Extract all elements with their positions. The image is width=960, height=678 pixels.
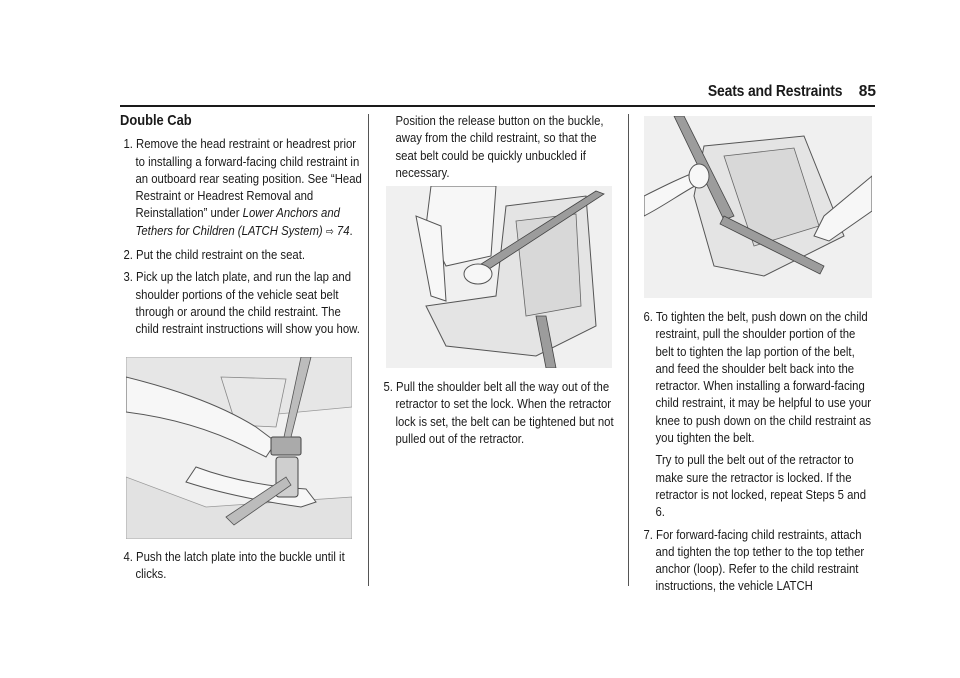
step-7: 7. For forward-facing child restraints, attach and tighten the top tether to the top tether anchor (loop). Refer to the child restraint instructions, the vehicle LATCH	[643, 526, 865, 594]
header-divider	[120, 105, 875, 107]
column-2-lower	[380, 378, 652, 452]
cross-reference-icon: ⇨	[325, 225, 334, 238]
column-2-text	[380, 112, 614, 181]
step-1: 1. Remove the head restraint or headrest prior to installing a forward-facing child restraint in an outboard rear seating position. See “Head Restraint or Headrest Removal and Reinstallation” under Lower Anchors and Tethers for Children (LATCH System) ⇨ 74.	[123, 136, 362, 238]
column-3-text	[640, 308, 874, 595]
step-4: 4. Push the latch plate into the buckle until it clicks.	[123, 549, 345, 582]
column-1	[120, 112, 402, 343]
latch-plate-illustration	[126, 357, 352, 539]
step-2: 2. Put the child restraint on the seat.	[123, 247, 306, 263]
step-6-note: Try to pull the belt out of the retractor to make sure the retractor is locked. If the retractor is not locked, repeat Steps 5 and 6.	[655, 452, 867, 520]
latch-link[interactable]: Lower Anchors and Tethers for Children (LATCH System)	[135, 205, 340, 238]
page-number: 85	[858, 83, 876, 100]
reference-page[interactable]: 74	[336, 222, 350, 238]
column-2	[380, 112, 652, 186]
shoulder-belt-illustration	[386, 186, 612, 368]
section-title: Seats and Restraints	[707, 83, 842, 100]
column-1-lower-text	[120, 548, 363, 583]
step-6: 6. To tighten the belt, push down on the child restraint, pull the shoulder portion of the belt to tighten the lap portion of the belt, and feed the shoulder belt back into the retractor. When installing a forward-facing child restraint, it may be helpful to use your knee to push down on the child restraint as you tighten the belt.	[643, 309, 872, 446]
column-3	[640, 308, 912, 600]
column-2-lower-text	[380, 378, 614, 447]
section-heading: Double Cab	[120, 112, 192, 129]
column-1-text	[120, 112, 363, 338]
tighten-belt-illustration	[644, 116, 872, 298]
step-3: 3. Pick up the latch plate, and run the lap and shoulder portions of the vehicle seat belt through or around the child restraint. The child restraint instructions will show you how.	[123, 269, 360, 337]
column-1-lower	[120, 548, 402, 588]
release-button-note: Position the release button on the buckle, away from the child restraint, so that the seat belt could be quickly unbuckled if necessary.	[395, 113, 604, 180]
step-5: 5. Pull the shoulder belt all the way out of the retractor to set the lock. When the retractor lock is set, the belt can be tightened but not pulled out of the retractor.	[383, 379, 614, 446]
